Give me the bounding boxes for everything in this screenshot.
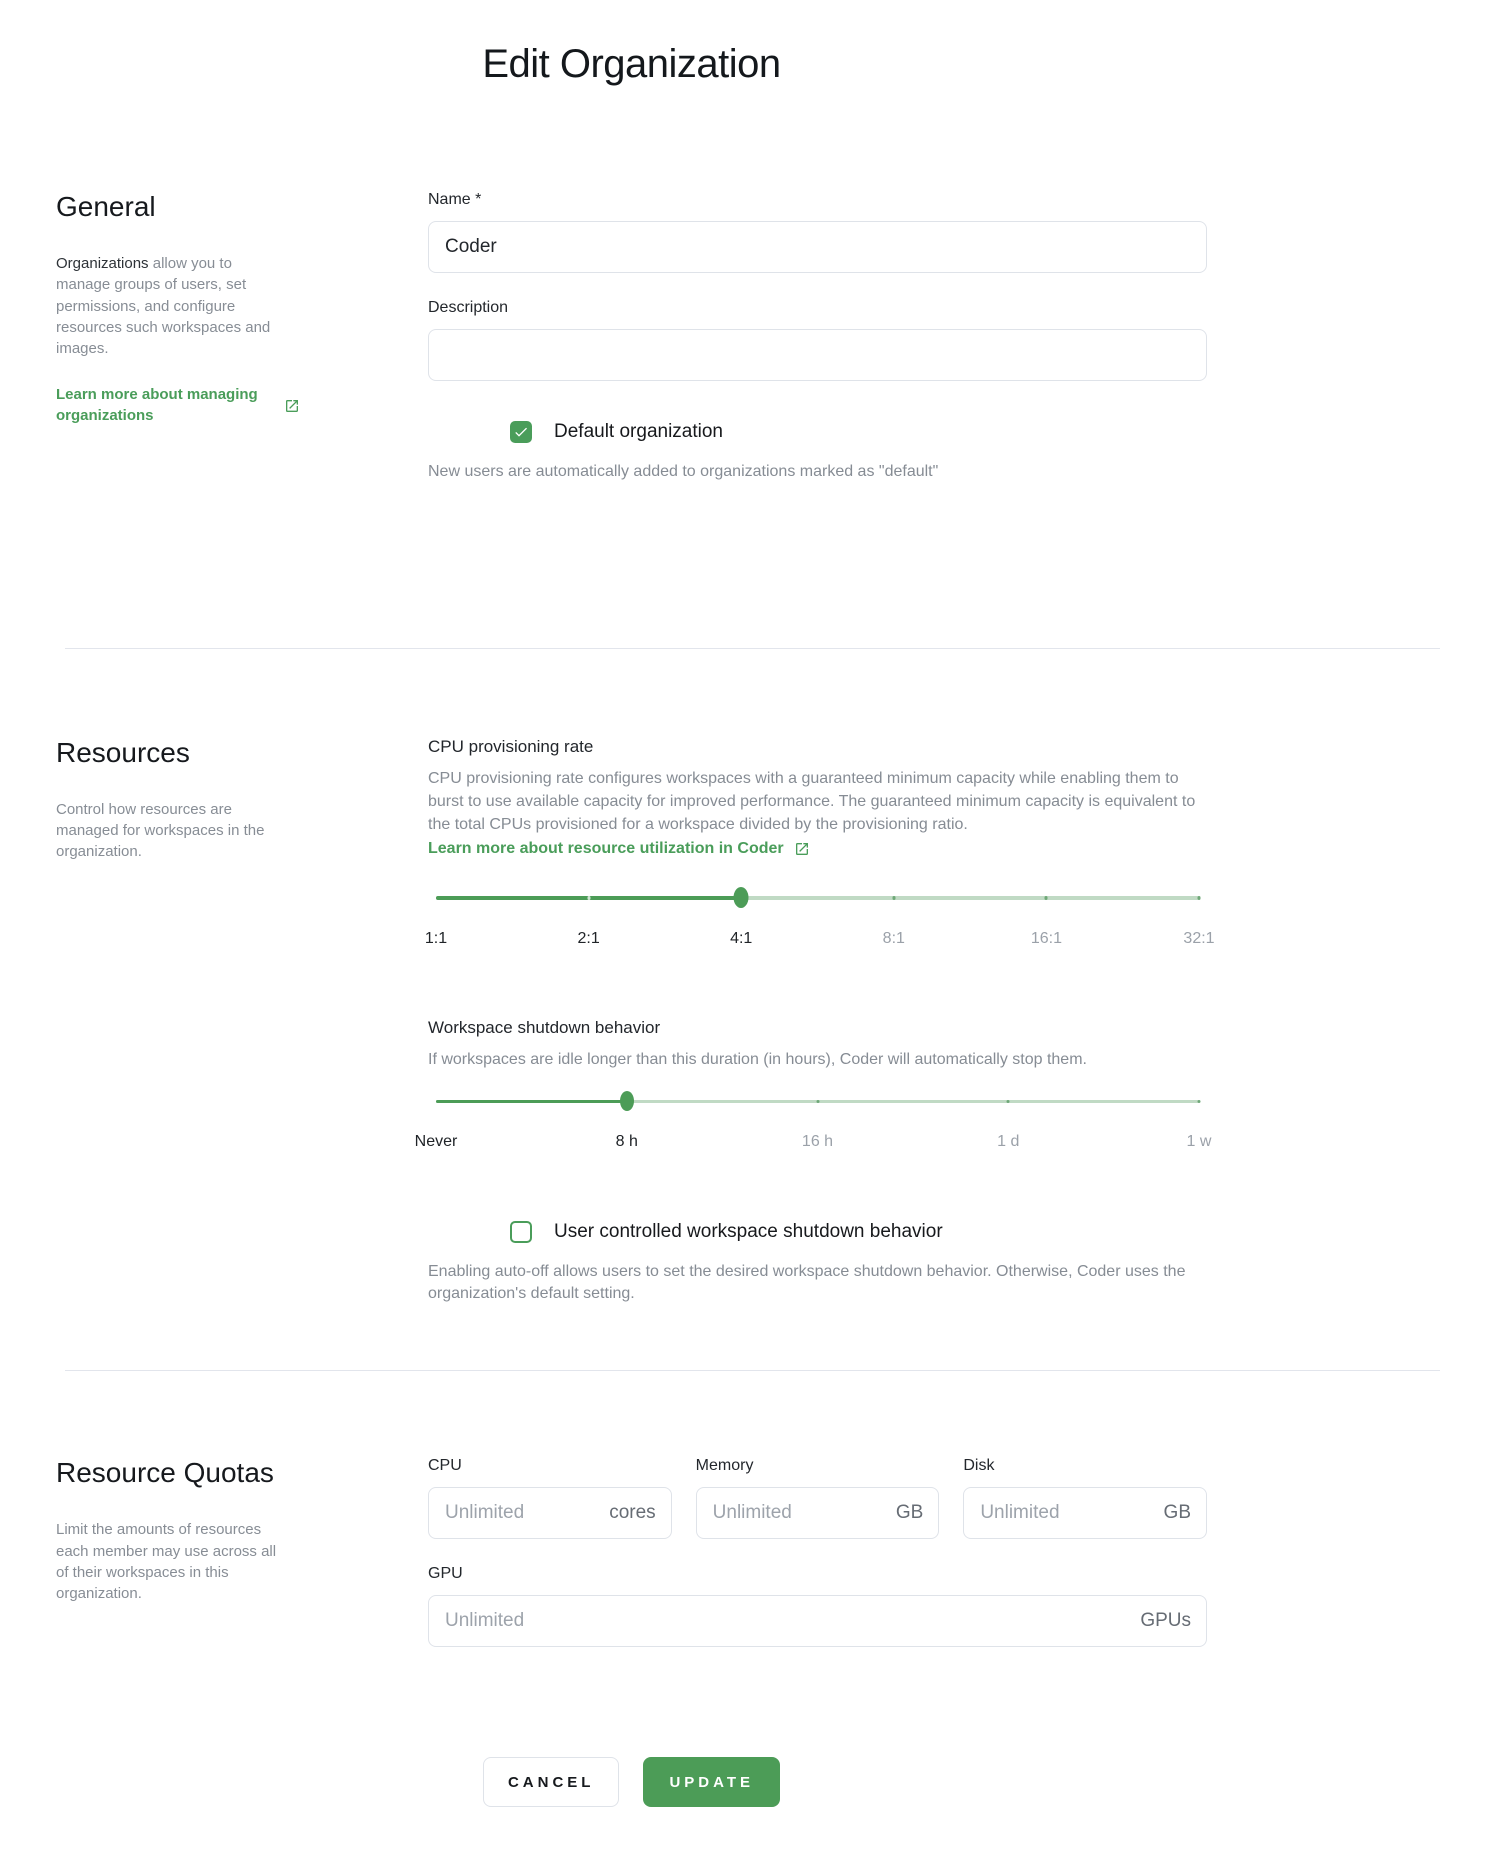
general-heading: General — [56, 191, 156, 222]
resources-description: Control how resources are managed for workspaces in the organization. — [56, 800, 265, 861]
slider-stop-label: 16 h — [801, 1132, 834, 1150]
quotas-aside — [56, 1457, 428, 1647]
slider-tick — [1007, 1100, 1010, 1103]
disk-quota-input-wrap — [963, 1487, 1207, 1539]
learn-more-utilization-link-text: Learn more about resource utilization in Coder — [428, 839, 784, 857]
shutdown-helper: If workspaces are idle longer than this duration (in hours), Coder will automatically stop them. — [428, 1050, 1087, 1068]
resources-fields — [414, 736, 1215, 1306]
slider-tick — [1198, 1100, 1201, 1103]
slider-tick — [1198, 896, 1201, 900]
general-description — [56, 253, 278, 359]
section-divider — [65, 1370, 1440, 1371]
resources-heading: Resources — [56, 736, 190, 768]
memory-quota-label: Memory — [695, 1457, 754, 1475]
description-label: Description — [428, 299, 509, 316]
form-actions — [56, 1757, 1207, 1844]
general-fields — [428, 191, 1207, 484]
page-title: Edit Organization — [482, 42, 781, 86]
external-link-icon — [284, 398, 300, 414]
learn-more-organizations-link[interactable] — [56, 385, 300, 426]
cpu-rate-helper: CPU provisioning rate configures workspaces with a guaranteed minimum capacity while enabling them to burst to use available capacity for improved performance. The guaranteed minimum capacity is equivalent to the total CPUs provisioned for a workspace divided by the provisioning ratio. — [428, 769, 1196, 833]
check-icon — [513, 424, 529, 440]
slider-stop-label: 8 h — [615, 1132, 638, 1150]
name-label: Name * — [428, 191, 482, 208]
general-description-strong: Organizations — [56, 255, 149, 272]
slider-tick — [587, 896, 590, 900]
memory-quota-group — [696, 1457, 940, 1539]
name-input[interactable] — [428, 221, 1207, 273]
general-description-rest: allow you to manage groups of users, set permissions, and configure resources such workspaces and images. — [56, 255, 271, 358]
section-resources — [56, 736, 1215, 1306]
cpu-quota-label: CPU — [428, 1457, 462, 1475]
gpu-quota-label: GPU — [428, 1565, 463, 1583]
slider-thumb[interactable] — [620, 1091, 634, 1111]
section-divider — [65, 648, 1440, 649]
quotas-description: Limit the amounts of resources each member may use across all of their workspaces in this organization. — [56, 1521, 277, 1603]
resources-aside — [56, 737, 428, 1306]
memory-quota-input-wrap — [696, 1487, 940, 1539]
default-organization-helper: New users are automatically added to organizations marked as "default" — [428, 463, 939, 480]
shutdown-slider[interactable] — [414, 1087, 1212, 1165]
user-controlled-row — [510, 1221, 1207, 1243]
section-general — [56, 191, 1207, 484]
default-organization-label: Default organization — [554, 421, 723, 442]
section-resource-quotas — [56, 1457, 1207, 1647]
user-controlled-checkbox[interactable] — [510, 1221, 532, 1243]
disk-quota-group — [963, 1457, 1207, 1539]
quotas-fields — [428, 1457, 1207, 1647]
user-controlled-helper: Enabling auto-off allows users to set the desired workspace shutdown behavior. Otherwise, Coder uses the organization's default setting. — [428, 1262, 1186, 1303]
cancel-button[interactable]: CANCEL — [483, 1757, 620, 1807]
slider-stop-label: 32:1 — [1183, 929, 1215, 947]
slider-stop-label: 8:1 — [882, 929, 905, 947]
learn-more-utilization-link[interactable] — [428, 838, 810, 860]
cpu-rate-link-row — [428, 838, 1207, 860]
default-organization-checkbox[interactable] — [510, 421, 532, 443]
shutdown-label: Workspace shutdown behavior — [428, 1017, 661, 1037]
cpu-rate-label: CPU provisioning rate — [428, 736, 594, 756]
slider-tick — [892, 896, 895, 900]
gpu-quota-input-wrap — [428, 1595, 1207, 1647]
cpu-quota-unit: cores — [609, 1502, 656, 1524]
disk-quota-input[interactable] — [963, 1487, 1207, 1539]
slider-stop-label: Never — [414, 1132, 458, 1150]
memory-quota-input[interactable] — [696, 1487, 940, 1539]
slider-fill — [436, 1100, 627, 1103]
slider-stop-label: 1 d — [997, 1132, 1020, 1150]
gpu-quota-unit: GPUs — [1140, 1610, 1191, 1632]
disk-quota-unit: GB — [1163, 1502, 1191, 1524]
cpu-provisioning-slider[interactable] — [424, 884, 1215, 962]
slider-tick — [1045, 896, 1048, 900]
slider-stop-label: 16:1 — [1030, 929, 1062, 947]
slider-stop-label: 1 w — [1186, 1132, 1212, 1150]
update-button[interactable]: UPDATE — [643, 1757, 780, 1807]
edit-organization-page — [56, 0, 1215, 1844]
slider-stop-label: 2:1 — [577, 929, 600, 947]
disk-quota-label: Disk — [963, 1457, 995, 1475]
gpu-quota-group — [428, 1565, 1207, 1647]
memory-quota-unit: GB — [895, 1502, 924, 1524]
external-link-icon — [794, 841, 810, 857]
description-input[interactable] — [428, 329, 1207, 381]
gpu-quota-input[interactable] — [428, 1595, 1207, 1647]
general-aside — [56, 191, 428, 484]
quotas-heading: Resource Quotas — [56, 1457, 274, 1489]
learn-more-organizations-link-text: Learn more about managing organizations — [56, 386, 258, 424]
user-controlled-label: User controlled workspace shutdown behavior — [554, 1220, 943, 1242]
slider-stop-label: 1:1 — [424, 929, 448, 947]
slider-tick — [816, 1100, 819, 1103]
slider-thumb[interactable] — [734, 887, 749, 908]
quota-grid — [428, 1457, 1207, 1539]
cpu-quota-group — [428, 1457, 672, 1539]
slider-stop-label: 4:1 — [730, 929, 753, 947]
cpu-quota-input-wrap — [428, 1487, 672, 1539]
default-organization-row — [510, 421, 1207, 443]
cpu-quota-input[interactable] — [428, 1487, 672, 1539]
